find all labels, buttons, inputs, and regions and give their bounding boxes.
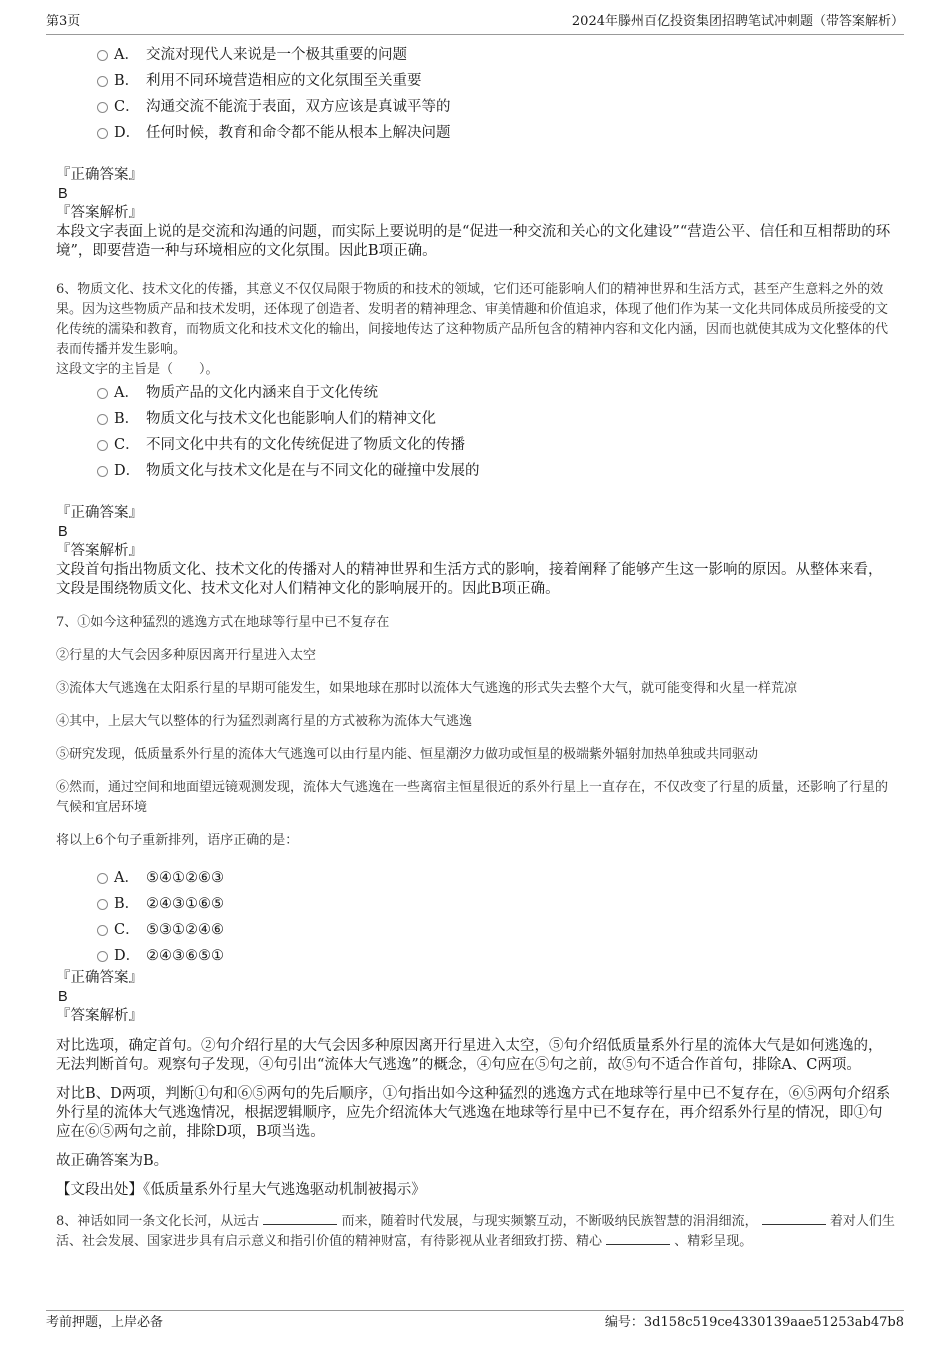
- option-a[interactable]: A． ⑤④①②⑥③: [56, 865, 896, 891]
- q6-options: [56, 380, 896, 484]
- document-code: 编号：3d158c519ce4330139aae51253ab47b8: [604, 1315, 904, 1330]
- analysis-paragraph-1: 对比选项，确定首句。②句介绍行星的大气会因多种原因离开行星进入太空，⑤句介绍低质量系外行星的流体大气是如何逃逸的，无法判断首句。观察句子发现，④句引出“流体大气逃逸”的概念，④句应在⑤句之前，故⑤句不适合作首句，排除A、C两项。: [56, 1038, 883, 1073]
- sentence-4: ④其中，上层大气以整体的行为猛烈剥离行星的方式被称为流体大气逃逸: [56, 714, 473, 729]
- option-d[interactable]: D． ②④③⑥⑤①: [56, 943, 896, 969]
- page-number: 第3页: [46, 14, 81, 29]
- question-ask: 将以上6个句子重新排列，语序正确的是：: [56, 833, 299, 848]
- page-header: [46, 10, 904, 35]
- option-d[interactable]: D． 物质文化与技术文化是在与不同文化的碰撞中发展的: [56, 458, 896, 484]
- answer-value: B: [58, 524, 68, 540]
- radio-icon[interactable]: [97, 951, 108, 962]
- analysis-paragraph-3: 故正确答案为B。: [56, 1153, 169, 1169]
- source-note: 【文段出处】《低质量系外行星大气逃逸驱动机制被揭示》: [56, 1182, 426, 1198]
- analysis-label: 『答案解析』: [56, 1008, 143, 1024]
- option-b[interactable]: B． 物质文化与技术文化也能影响人们的精神文化: [56, 406, 896, 432]
- radio-icon[interactable]: [97, 50, 108, 61]
- answer-label: 『正确答案』: [56, 505, 143, 521]
- footer-slogan: 考前押题，上岸必备: [46, 1315, 164, 1330]
- question-ask: 这段文字的主旨是（ ）。: [56, 362, 219, 377]
- sentence-2: ②行星的大气会因多种原因离开行星进入太空: [56, 648, 317, 663]
- radio-icon[interactable]: [97, 76, 108, 87]
- document-title: 2024年滕州百亿投资集团招聘笔试冲刺题（带答案解析）: [571, 14, 904, 29]
- analysis-label: 『答案解析』: [56, 205, 143, 221]
- page-content: [56, 42, 896, 1252]
- radio-icon[interactable]: [97, 102, 108, 113]
- answer-label: 『正确答案』: [56, 970, 143, 986]
- q7-options: [56, 865, 896, 969]
- fill-blank: [263, 1212, 337, 1225]
- option-b[interactable]: B． ②④③①⑥⑤: [56, 891, 896, 917]
- radio-icon[interactable]: [97, 128, 108, 139]
- sentence-3: ③流体大气逃逸在太阳系行星的早期可能发生，如果地球在那时以流体大气逃逸的形式失去整个大气，就可能变得和火星一样荒凉: [56, 681, 798, 696]
- question-stem: 8、神话如同一条文化长河，从远古 而来，随着时代发展，与现实频繁互动，不断吸纳民族智慧的涓涓细流， 着对人们生活、社会发展、国家进步具有启示意义和指引价值的精神财富，有待影视从业者细致打捞、精心 、精彩呈现。: [56, 1214, 895, 1249]
- radio-icon[interactable]: [97, 388, 108, 399]
- option-c[interactable]: C． 不同文化中共有的文化传统促进了物质文化的传播: [56, 432, 896, 458]
- answer-value: B: [58, 186, 68, 202]
- option-c[interactable]: C． ⑤③①②④⑥: [56, 917, 896, 943]
- option-d[interactable]: D． 任何时候，教育和命令都不能从根本上解决问题: [56, 120, 896, 146]
- analysis-text: 文段首句指出物质文化、技术文化的传播对人的精神世界和生活方式的影响，接着阐释了能够产生这一影响的原因。从整体来看，文段是围绕物质文化、技术文化对人们精神文化的影响展开的。因此B项正确。: [56, 562, 883, 597]
- analysis-text: 本段文字表面上说的是交流和沟通的问题，而实际上要说明的是“促进一种交流和关心的文化建设”“营造公平、信任和互相帮助的环境”，即要营造一种与环境相应的文化氛围。因此B项正确。: [56, 224, 891, 259]
- q5-options: [56, 42, 896, 146]
- radio-icon[interactable]: [97, 440, 108, 451]
- fill-blank: [762, 1212, 826, 1225]
- option-c[interactable]: C． 沟通交流不能流于表面，双方应该是真诚平等的: [56, 94, 896, 120]
- fill-blank: [606, 1232, 670, 1245]
- question-stem: 6、物质文化、技术文化的传播，其意义不仅仅局限于物质的和技术的领域，它们还可能影响人们的精神世界和生活方式，甚至产生意料之外的效果。因为这些物质产品和技术发明，还体现了创造者、发明者的精神理念、审美情趣和价值追求，体现了他们作为某一文化共同体成员所接受的文化传统的濡染和教育，而物质文化和技术文化的输出，间接地传达了这种物质产品所包含的精神内容和文化内涵，因而也就使其成为文化整体的代表而传播并发生影响。: [56, 282, 889, 357]
- answer-value: B: [58, 989, 68, 1005]
- page-footer: [46, 1310, 904, 1335]
- sentence-5: ⑤研究发现，低质量系外行星的流体大气逃逸可以由行星内能、恒星潮汐力做功或恒星的极端紫外辐射加热单独或共同驱动: [56, 747, 759, 762]
- analysis-label: 『答案解析』: [56, 543, 143, 559]
- radio-icon[interactable]: [97, 414, 108, 425]
- answer-label: 『正确答案』: [56, 167, 143, 183]
- option-a[interactable]: A． 交流对现代人来说是一个极其重要的问题: [56, 42, 896, 68]
- radio-icon[interactable]: [97, 899, 108, 910]
- radio-icon[interactable]: [97, 466, 108, 477]
- option-b[interactable]: B． 利用不同环境营造相应的文化氛围至关重要: [56, 68, 896, 94]
- radio-icon[interactable]: [97, 873, 108, 884]
- analysis-paragraph-2: 对比B、D两项，判断①句和⑥⑤两句的先后顺序，①句指出如今这种猛烈的逃逸方式在地球等行星中已不复存在，⑥⑤两句介绍系外行星的流体大气逃逸情况，根据逻辑顺序，应先介绍流体大气逃逸在地球等行星中已不复存在，再介绍系外行星的情况，即①句应在⑥⑤两句之前，排除D项，B项当选。: [56, 1086, 891, 1140]
- option-a[interactable]: A． 物质产品的文化内涵来自于文化传统: [56, 380, 896, 406]
- sentence-1: 7、①如今这种猛烈的逃逸方式在地球等行星中已不复存在: [56, 615, 390, 630]
- sentence-6: ⑥然而，通过空间和地面望远镜观测发现，流体大气逃逸在一些离宿主恒星很近的系外行星上一直存在，不仅改变了行星的质量，还影响了行星的气候和宜居环境: [56, 780, 889, 815]
- radio-icon[interactable]: [97, 925, 108, 936]
